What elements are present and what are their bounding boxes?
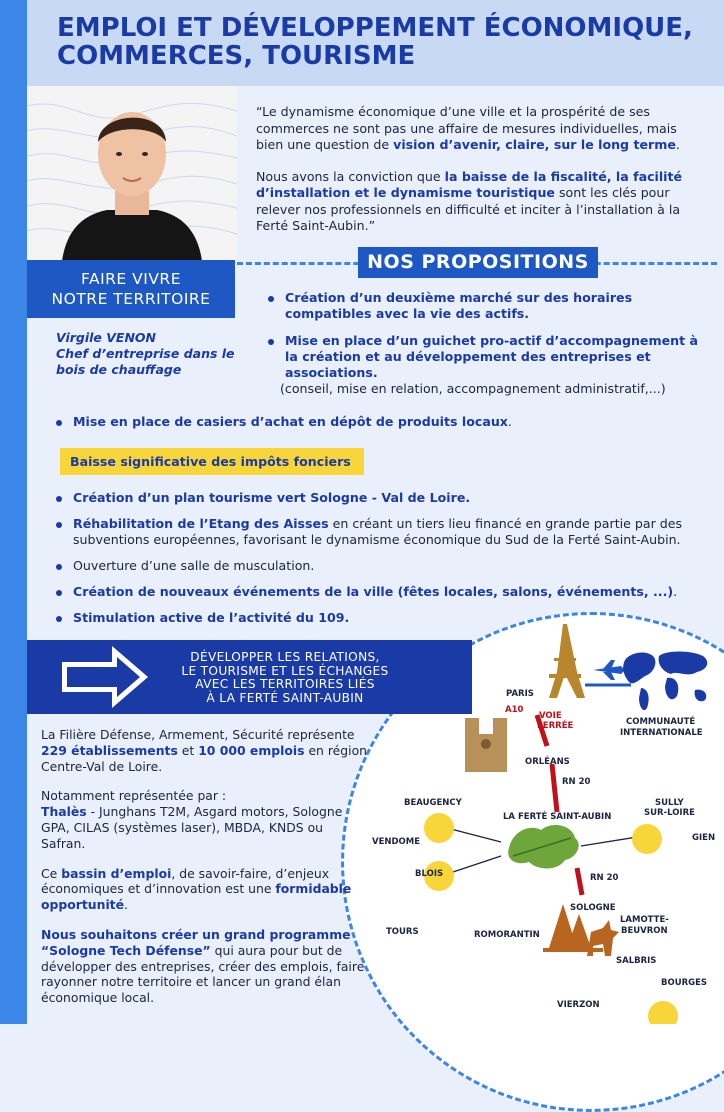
map-label: SUR-LOIRE xyxy=(644,808,695,818)
list-item xyxy=(56,584,711,600)
cathedral-icon xyxy=(465,718,507,772)
map-label: BOURGES xyxy=(661,978,708,988)
text: , de savoir-faire, d’enjeux économiques et d’innovation est une xyxy=(41,865,330,897)
map-label: LAMOTTE- xyxy=(620,915,669,925)
eiffel-tower-icon xyxy=(549,624,585,698)
page-title: EMPLOI ET DÉVELOPPEMENT ÉCONOMIQUE, COMMERCES, TOURISME xyxy=(57,13,693,71)
oak-leaf-icon xyxy=(508,825,578,869)
proposal-note: (conseil, mise en relation, accompagnement administratif,...) xyxy=(280,381,666,396)
highlight: Nous souhaitons créer un grand programme “Sologne Tech Défense” xyxy=(41,926,351,958)
quote-highlight: la baisse de la fiscalité, la facilité d’installation et le dynamisme touristique xyxy=(256,168,683,200)
map-label: BLOIS xyxy=(415,869,444,879)
quote-text: . xyxy=(675,137,680,152)
map-label: VIERZON xyxy=(557,1000,600,1010)
sun-bourges xyxy=(648,1001,678,1024)
map-link xyxy=(447,856,501,874)
text: - Junghans T2M, Asgard motors, Sologne GPA, CILAS (systèmes laser), MBDA, KNDS ou Safran. xyxy=(41,804,343,851)
banner-line: AVEC LES TERRITOIRES LIÉS xyxy=(195,677,375,692)
text: . xyxy=(124,897,128,913)
portrait-photo xyxy=(27,86,237,261)
map-label: BEAUGENCY xyxy=(404,798,462,808)
quote-paragraph-1 xyxy=(256,104,706,154)
paragraph xyxy=(41,788,371,851)
proposal-text: Réhabilitation de l’Etang des Aisses xyxy=(73,516,329,531)
map-label: ROMORANTIN xyxy=(474,930,540,940)
left-accent-stripe xyxy=(0,0,27,1024)
map-label: TOURS xyxy=(386,927,419,937)
map-label: A10 xyxy=(505,705,524,715)
tax-highlight-tag: Baisse significative des impôts fonciers xyxy=(60,448,364,475)
proposal-text: Création d’un plan tourisme vert Sologne - Val de Loire. xyxy=(73,490,471,505)
map-link xyxy=(447,828,501,842)
proposal-text: en créant un tiers lieu financé en grande partie par des subventions européennes, favorisant le dynamisme économique du Sud de la Ferté Saint-Aubin. xyxy=(73,516,683,547)
road-rn20-south xyxy=(577,868,582,895)
highlight: 10 000 emplois xyxy=(198,742,305,758)
text: La Filière Défense, Armement, Sécurité représente xyxy=(41,727,355,742)
highlight: Thalès xyxy=(41,804,87,820)
person-name: Virgile VENON xyxy=(56,330,157,345)
map-label: INTERNATIONALE xyxy=(620,728,703,738)
paragraph xyxy=(41,927,371,1006)
list-item xyxy=(56,516,711,548)
map-label: VENDOME xyxy=(372,837,421,847)
map-label: PARIS xyxy=(506,689,534,699)
proposal-text: Ouverture d’une salle de musculation. xyxy=(73,558,315,573)
proposal-text: . xyxy=(507,414,512,429)
sun-beaugency xyxy=(424,813,454,843)
map-label: LA FERTÉ SAINT-AUBIN xyxy=(503,812,612,822)
map-label: GIEN xyxy=(692,833,716,843)
map-label: COMMUNAUTÉ xyxy=(626,717,696,727)
person-role: Chef d’entreprise dans le bois de chauffage xyxy=(56,346,235,377)
map-label: VOIE xyxy=(539,711,562,721)
world-map-icon xyxy=(623,652,707,711)
map-label: SULLY xyxy=(655,798,684,808)
highlight: formidable opportunité xyxy=(41,881,352,913)
proposals-right xyxy=(268,290,708,408)
banner-line: À LA FERTÉ SAINT-AUBIN xyxy=(206,690,364,705)
proposals-heading: NOS PROPOSITIONS xyxy=(358,247,598,278)
highlight: 229 établissements xyxy=(41,742,178,758)
quote-highlight: vision d’avenir, claire, sur le long terme xyxy=(393,137,676,152)
person-caption xyxy=(56,330,236,378)
map-label: FERRÉE xyxy=(537,721,574,731)
list-item xyxy=(56,490,711,506)
quote-text: sont les clés pour relever nos professionnels en difficulté et inciter à l’installation à la Ferté Saint-Aubin.” xyxy=(256,185,681,233)
paragraph xyxy=(41,727,371,774)
list-item xyxy=(56,414,706,430)
list-item xyxy=(268,290,708,322)
map-label: RN 20 xyxy=(562,777,591,787)
text: en région Centre-Val de Loire. xyxy=(41,742,368,774)
sun-sully xyxy=(632,824,662,854)
paragraph xyxy=(41,866,371,913)
map-label: ORLÉANS xyxy=(525,757,570,767)
plane-icon xyxy=(593,660,625,680)
list-item xyxy=(56,558,711,574)
text: Ce xyxy=(41,865,62,881)
territory-banner xyxy=(27,260,235,318)
text: qui aura pour but de développer des entreprises, créer des emplois, faire rayonner notre territoire et lancer un grand élan économique local. xyxy=(41,942,365,1006)
map-label: BEUVRON xyxy=(621,926,668,936)
territory-map xyxy=(341,612,724,1024)
highlight: bassin d’emploi xyxy=(61,865,172,881)
defense-industry-text xyxy=(41,727,371,1020)
road-rn20-north xyxy=(552,764,557,812)
intro-quote xyxy=(256,104,706,250)
proposal-text: Mise en place d’un guichet pro-actif d’accompagnement à la création et au développement des entreprises et associations. xyxy=(285,333,699,380)
map-label: SALBRIS xyxy=(616,956,657,966)
map-label: SOLOGNE xyxy=(570,903,616,913)
proposal-text: Création d’un deuxième marché sur des horaires compatibles avec la vie des actifs. xyxy=(285,290,633,321)
banner-line: LE TOURISME ET LES ÉCHANGES xyxy=(181,663,389,678)
banner-line: NOTRE TERRITOIRE xyxy=(51,290,211,308)
page-header xyxy=(27,0,724,86)
proposal-text: Stimulation active de l’activité du 109. xyxy=(73,610,350,625)
proposal-text: Mise en place de casiers d’achat en dépôt de produits locaux xyxy=(73,414,508,429)
quote-text: “Le dynamisme économique d’une ville et la prospérité de ses commerces ne sont pas une affaire de mesures individuelles, mais bien une question de xyxy=(256,104,677,152)
proposal-lockers xyxy=(56,414,706,430)
text: Notamment représentée par : xyxy=(41,788,227,804)
map-link xyxy=(581,837,637,846)
quote-paragraph-2 xyxy=(256,169,706,235)
arrow-right-icon xyxy=(62,646,148,708)
quote-text: Nous avons la conviction que xyxy=(256,168,445,184)
list-item xyxy=(268,333,708,397)
proposal-text: . xyxy=(673,584,678,599)
proposal-text: Création de nouveaux événements de la ville (fêtes locales, salons, événements, ...) xyxy=(73,584,674,599)
banner-line: FAIRE VIVRE xyxy=(81,270,181,288)
banner-line: DÉVELOPPER LES RELATIONS, xyxy=(190,650,380,664)
text: et xyxy=(177,742,199,758)
map-label: RN 20 xyxy=(590,873,619,883)
